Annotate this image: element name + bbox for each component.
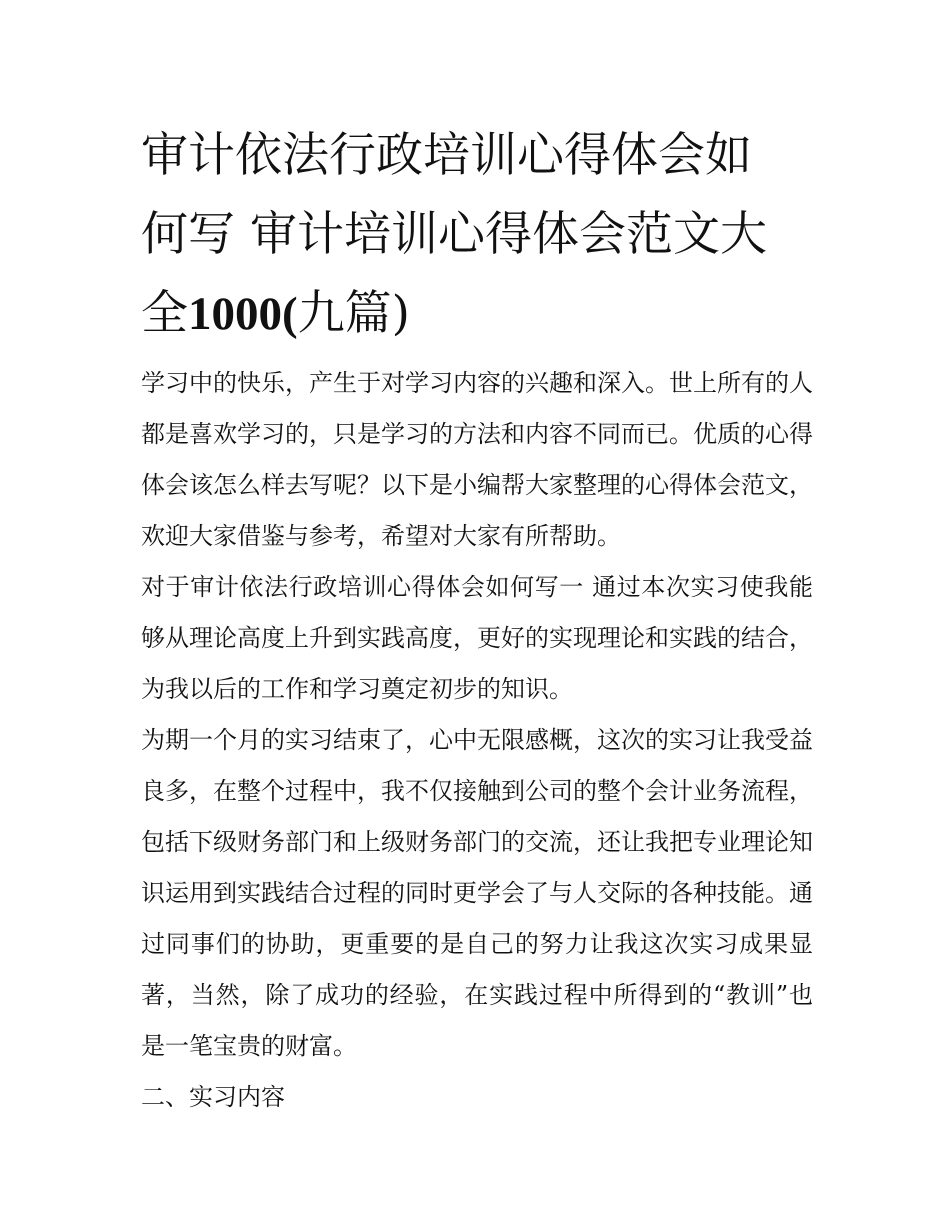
body-paragraph-1: 对于审计依法行政培训心得体会如何写一 通过本次实习使我能够从理论高度上升到实践高度，更好的实现理论和实践的结合，为我以后的工作和学习奠定初步的知识。: [141, 573, 813, 703]
title-line-3-post: 九篇): [297, 286, 410, 341]
title-line-1: 审计依法行政培训心得体会如: [141, 128, 752, 183]
title-line-3-num: 1000(: [188, 288, 298, 340]
section-heading: 二、实习内容: [141, 1083, 285, 1111]
title-line-2: 何写 审计培训心得体会范文大: [141, 207, 767, 262]
document-body: [141, 116, 813, 1123]
title-line-3-pre: 全: [141, 286, 188, 341]
document-title: [141, 116, 813, 354]
intro-paragraph: 学习中的快乐，产生于对学习内容的兴趣和深入。世上所有的人都是喜欢学习的，只是学习的方法和内容不同而已。优质的心得体会该怎么样去写呢？以下是小编帮大家整理的心得体会范文，欢迎大家借鉴与参考，希望对大家有所帮助。: [141, 369, 813, 550]
body-paragraph-2: 为期一个月的实习结束了，心中无限感概，这次的实习让我受益良多，在整个过程中，我不仅接触到公司的整个会计业务流程，包括下级财务部门和上级财务部门的交流，还让我把专业理论知识运用到实践结合过程的同时更学会了与人交际的各种技能。通过同事们的协助，更重要的是自己的努力让我这次实习成果显著，当然，除了成功的经验，在实践过程中所得到的“教训”也是一笔宝贵的财富。: [141, 726, 813, 1060]
